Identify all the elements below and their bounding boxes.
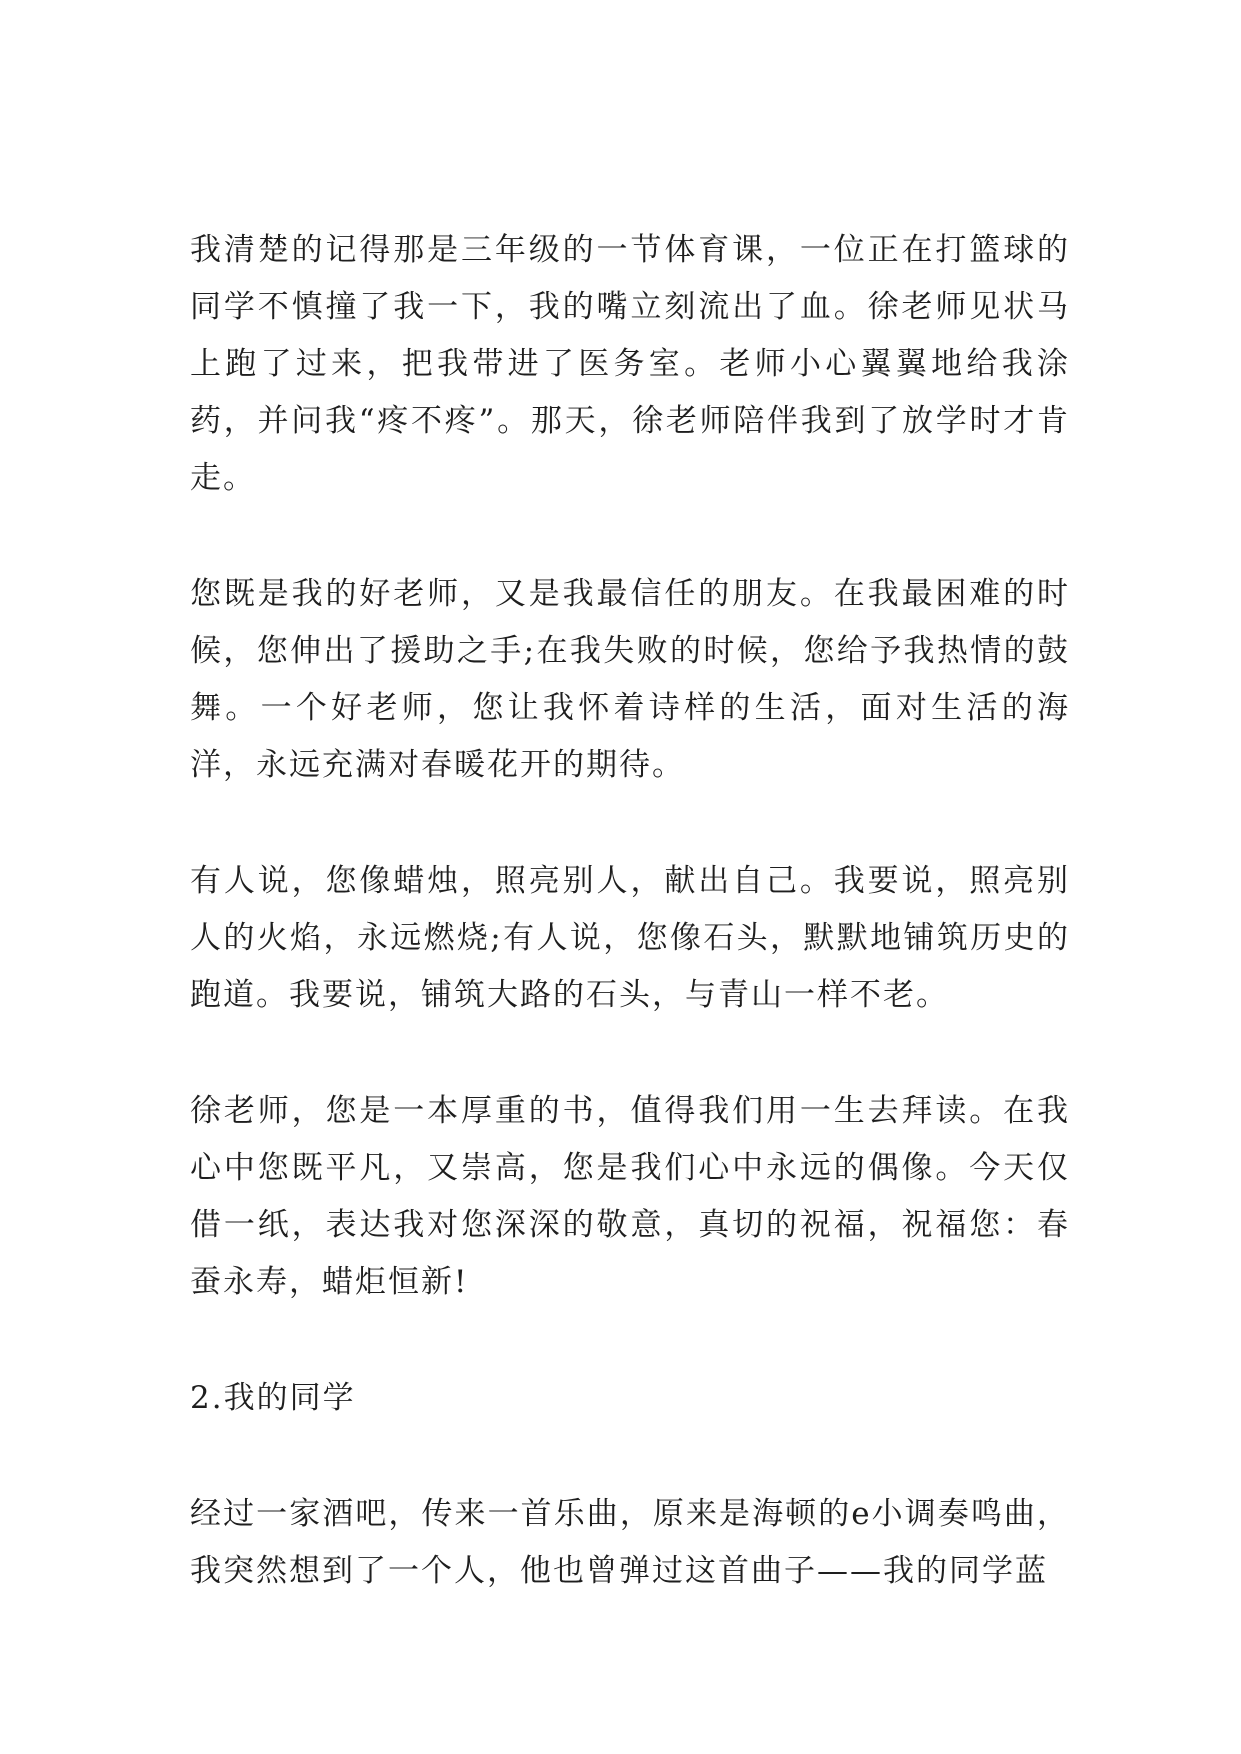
section-heading: 2.我的同学 [190,1380,356,1416]
document-body [190,222,1070,1659]
paragraph-5: 经过一家酒吧，传来一首乐曲，原来是海顿的e小调奏鸣曲，我突然想到了一个人，他也曾弹过这首曲子——我的同学蓝 [190,1496,1070,1589]
paragraph-3: 有人说，您像蜡烛，照亮别人，献出自己。我要说，照亮别人的火焰，永远燃烧;有人说，您像石头，默默地铺筑历史的跑道。我要说，铺筑大路的石头，与青山一样不老。 [190,863,1070,1013]
paragraph-4: 徐老师，您是一本厚重的书，值得我们用一生去拜读。在我心中您既平凡，又崇高，您是我们心中永远的偶像。今天仅借一纸，表达我对您深深的敬意，真切的祝福，祝福您：春蚕永寿，蜡炬恒新! [190,1093,1070,1300]
paragraph-1: 我清楚的记得那是三年级的一节体育课，一位正在打篮球的同学不慎撞了我一下，我的嘴立刻流出了血。徐老师见状马上跑了过来，把我带进了医务室。老师小心翼翼地给我涂药，并问我“疼不疼”。那天，徐老师陪伴我到了放学时才肯走。 [190,232,1070,496]
paragraph-2: 您既是我的好老师，又是我最信任的朋友。在我最困难的时候，您伸出了援助之手;在我失败的时候，您给予我热情的鼓舞。一个好老师，您让我怀着诗样的生活，面对生活的海洋，永远充满对春暖花开的期待。 [190,576,1070,783]
